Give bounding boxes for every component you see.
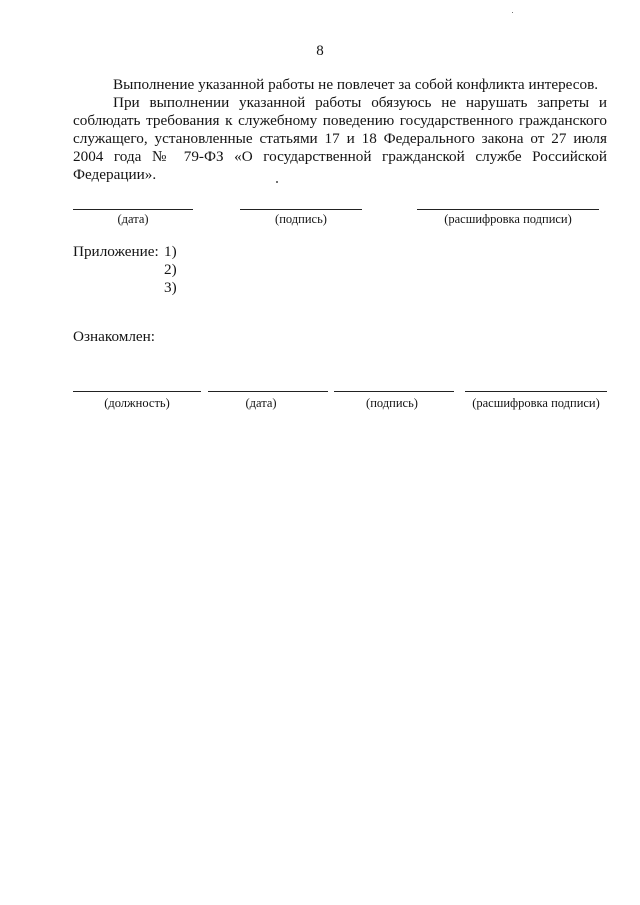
- signature-label-2: (подпись): [366, 396, 418, 410]
- signature-decoding-label: (расшифровка подписи): [444, 212, 572, 226]
- appendix-item-2: 2): [164, 261, 177, 278]
- date-line[interactable]: [73, 209, 193, 210]
- date-label: (дата): [117, 212, 149, 226]
- signature-line-2[interactable]: [334, 391, 454, 392]
- paragraph-conflict-of-interest: Выполнение указанной работы не повлечет за собой конфликта интересов.: [113, 76, 599, 93]
- paragraph-obligation: При выполнении указанной работы обязуюсь не нарушать запреты и соблюдать требования к служебному поведению государственного гражданского служащего, установленные статьями 17 и 18 Федерального закона от 27 июля 2004 года № 79-ФЗ «О государственной гражданской службе Российской Федерации».: [73, 94, 607, 183]
- signature-line[interactable]: [240, 209, 362, 210]
- signature-decoding-line[interactable]: [417, 209, 599, 210]
- date-line-2[interactable]: [208, 391, 328, 392]
- appendix-label: Приложение:: [73, 243, 159, 260]
- appendix-item-3: 3): [164, 279, 177, 296]
- acquainted-label: Ознакомлен:: [73, 328, 156, 345]
- page-number: 8: [316, 43, 324, 59]
- signature-decoding-label-2: (расшифровка подписи): [472, 396, 600, 410]
- signature-label: (подпись): [275, 212, 327, 226]
- date-label-2: (дата): [245, 396, 277, 410]
- position-label: (должность): [104, 396, 170, 410]
- signature-decoding-line-2[interactable]: [465, 391, 607, 392]
- scan-speck: [276, 181, 278, 183]
- scan-speck: [512, 12, 513, 13]
- position-line[interactable]: [73, 391, 201, 392]
- appendix-item-1: 1): [164, 243, 177, 260]
